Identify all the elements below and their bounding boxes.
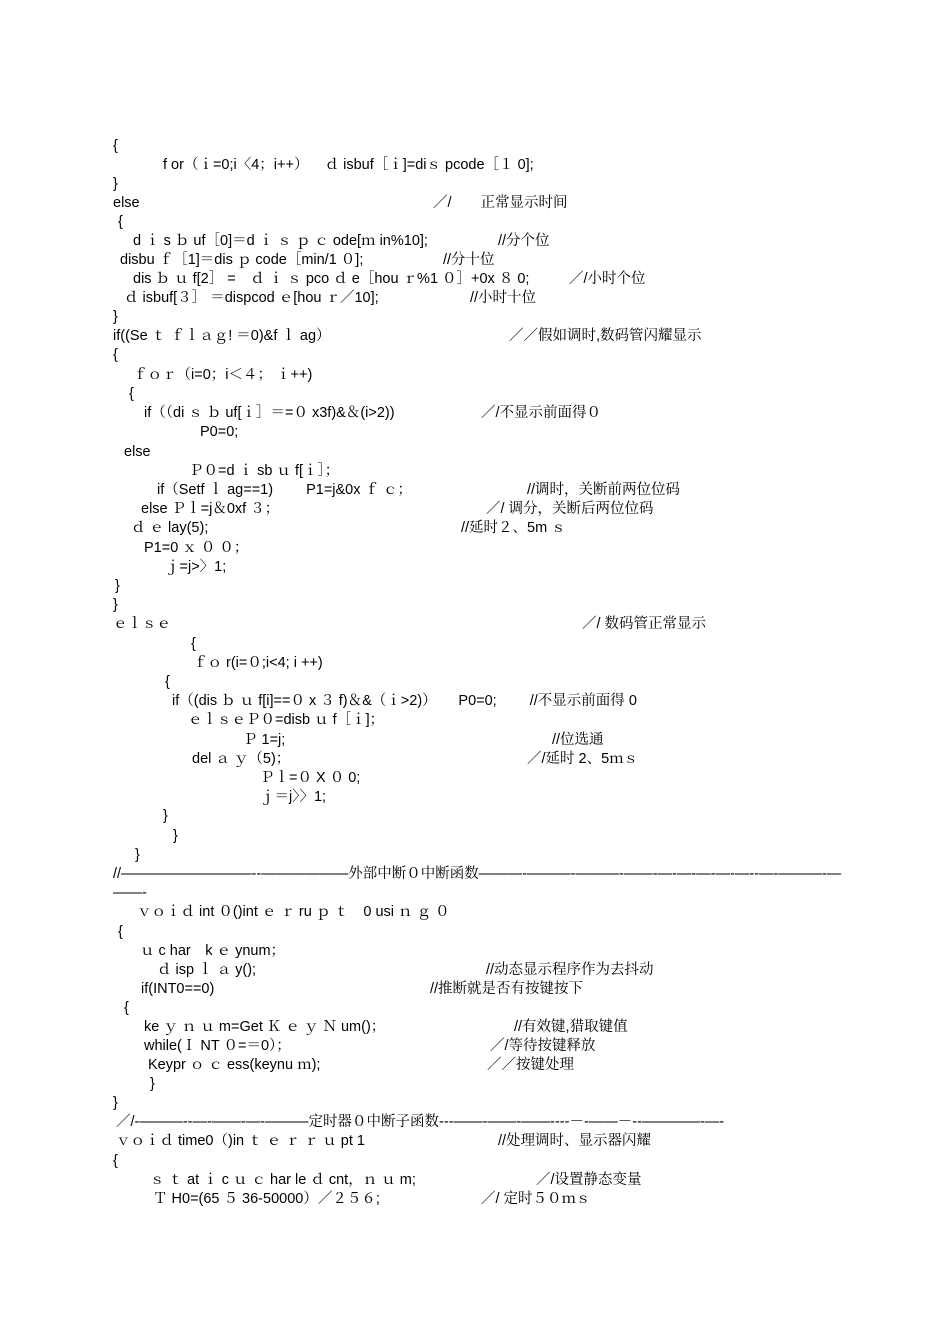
code-line: {: [113, 138, 118, 154]
code-comment: ／/ 数码管正常显示: [582, 616, 707, 632]
code-line: ｕ c har k ｅ ynum；: [140, 943, 286, 959]
code-line: ｊ=j>〉1;: [165, 559, 227, 575]
code-comment: //有效键,猎取键值: [514, 1019, 628, 1035]
code-comment: //延时２、5m ｓ: [461, 520, 566, 536]
code-line: }: [150, 1076, 155, 1092]
code-line: ｓ ｔ at ｉ c ｕ ｃ har le ｄ cnt，ｎ ｕ m;: [150, 1172, 416, 1188]
code-line: else Ｐｌ=j＆0xf ３；: [141, 501, 280, 517]
code-line: ｊ＝j〉〉1;: [260, 789, 327, 805]
code-line: if((Se ｔ ｆｌａｇ! ＝0)&f ｌ ag）: [113, 328, 331, 344]
code-line: Ｐ 1=j;: [243, 732, 286, 748]
code-comment: ／/ 定时５０ｍｓ: [481, 1191, 591, 1207]
code-line: if（Setf ｌ ag==1) P1=j&0x ｆ ｃ；: [157, 482, 413, 498]
code-line: //—————————--——————外部中断０中断函数———-———-———-——-—-—-—-—-—--—-———-—: [113, 866, 842, 882]
code-comment: //分个位: [498, 233, 550, 249]
code-line: f or（ｉ=0;i〈4；i++） ｄ isbuf［ｉ]=diｓ pcode［１ 0];: [163, 157, 534, 173]
code-line: }: [113, 1095, 118, 1111]
code-line: ｄ ｅ lay(5);: [131, 520, 209, 536]
code-line: if（(dis ｂ ｕ f[i]==０ x ３ f)＆&（ｉ>2)） P0=0; //不显示前面得 0: [172, 693, 637, 709]
code-comment: ／/等待按键释放: [490, 1038, 596, 1054]
code-line: while(Ｉ NT ０=＝0）；: [144, 1038, 291, 1054]
code-line: if(INT0==0): [141, 981, 215, 997]
code-line: {: [113, 1153, 118, 1169]
code-line: }: [113, 597, 118, 613]
code-line: }: [113, 309, 118, 325]
code-line: {: [124, 1000, 129, 1016]
code-line: {: [118, 214, 123, 230]
code-line: ｆｏｒ（i=0；i＜４； ｉ++): [133, 367, 313, 383]
code-line: ｄ isp ｌ ａ y();: [157, 962, 257, 978]
code-line: ｄ isbuf[３］ ＝dispcod ｅ[hou ｒ／10];: [124, 290, 379, 306]
code-comment: ／/小时个位: [569, 271, 646, 287]
code-line: else: [124, 444, 151, 460]
code-comment: //动态显示程序作为去抖动: [486, 962, 654, 978]
code-line: dis ｂ ｕ f[2］ = ｄ ｉ ｓ pco ｄ e［hou ｒ%1 ０］+0x ８ 0;: [133, 271, 530, 287]
code-line: }: [113, 176, 118, 192]
code-comment: ／/ 正常显示时间: [433, 195, 568, 211]
code-comment: //位选通: [552, 732, 604, 748]
code-line: ｖｏｉｄ int ０()int ｅ ｒ ru ｐ ｔ 0 usi ｎ ｇ ０: [137, 904, 450, 920]
code-line: else: [113, 195, 140, 211]
code-line: P1=0 ｘ ０ ０；: [144, 540, 249, 556]
code-line: ｅｌｓｅＰ０=disb ｕ f［ｉ]；: [188, 712, 385, 728]
code-line: del ａ ｙ（5)；: [192, 751, 291, 767]
code-line: P0=0;: [200, 424, 239, 440]
code-comment: //小时十位: [470, 290, 537, 306]
code-comment: ／/不显示前面得０: [481, 405, 602, 421]
code-comment: //分十位: [443, 252, 495, 268]
code-comment: ／／按键处理: [487, 1057, 574, 1073]
code-line: {: [118, 924, 123, 940]
code-line: ／/-———--—-——-—-———定时器０中断子函数---——-——-——----－-——－--————-—-: [116, 1114, 725, 1130]
code-comment: ／/延时 2、5ｍｓ: [527, 751, 639, 767]
code-line: {: [165, 674, 170, 690]
code-comment: ／／假如调时,数码管闪耀显示: [509, 328, 702, 344]
code-line: ｖｏｉｄ time0（)in ｔ ｅ ｒ ｒ ｕ pt 1: [116, 1133, 365, 1149]
code-line: ——-: [113, 885, 147, 901]
code-line: ke ｙ ｎ ｕ m=Get Ｋ ｅ ｙ Ｎ um()；: [144, 1019, 386, 1035]
code-line: }: [163, 808, 168, 824]
code-line: ｅｌｓｅ: [113, 616, 171, 632]
code-line: }: [115, 578, 120, 594]
code-line: d ｉ s ｂ uf［0]＝d ｉ ｓ ｐ ｃ ode[ｍ in%10];: [133, 233, 428, 249]
code-line: Ｐ０=d ｉ sb ｕ f[ｉ］；: [189, 463, 340, 479]
code-line: {: [129, 386, 134, 402]
code-line: disbu ｆ［1]＝dis ｐ code［min/1 ０];: [120, 252, 364, 268]
code-line: ｆｏ r(i=０;i<4; i ++): [193, 655, 323, 671]
code-line: Keypr ｏ ｃ ess(keynu ｍ);: [148, 1057, 321, 1073]
code-line: {: [191, 636, 196, 652]
code-line: Ｔ H0=(65 ５ 36-50000）／２５６;: [153, 1191, 380, 1207]
code-line: {: [113, 347, 118, 363]
code-comment: ／/设置静态变量: [536, 1172, 642, 1188]
code-line: if（（di ｓ ｂ uf[ｉ］＝=０ x3f)&＆(i>2)): [144, 405, 395, 421]
code-comment: ／/ 调分，关断后两位位码: [486, 501, 654, 517]
code-comment: //推断就是否有按键按下: [430, 981, 584, 997]
code-line: }: [135, 847, 140, 863]
code-line: }: [173, 828, 178, 844]
code-comment: //调时，关断前两位位码: [527, 482, 681, 498]
code-line: Ｐｌ=０ X ０ 0;: [260, 770, 361, 786]
code-comment: //处理调时、显示器闪耀: [498, 1133, 652, 1149]
